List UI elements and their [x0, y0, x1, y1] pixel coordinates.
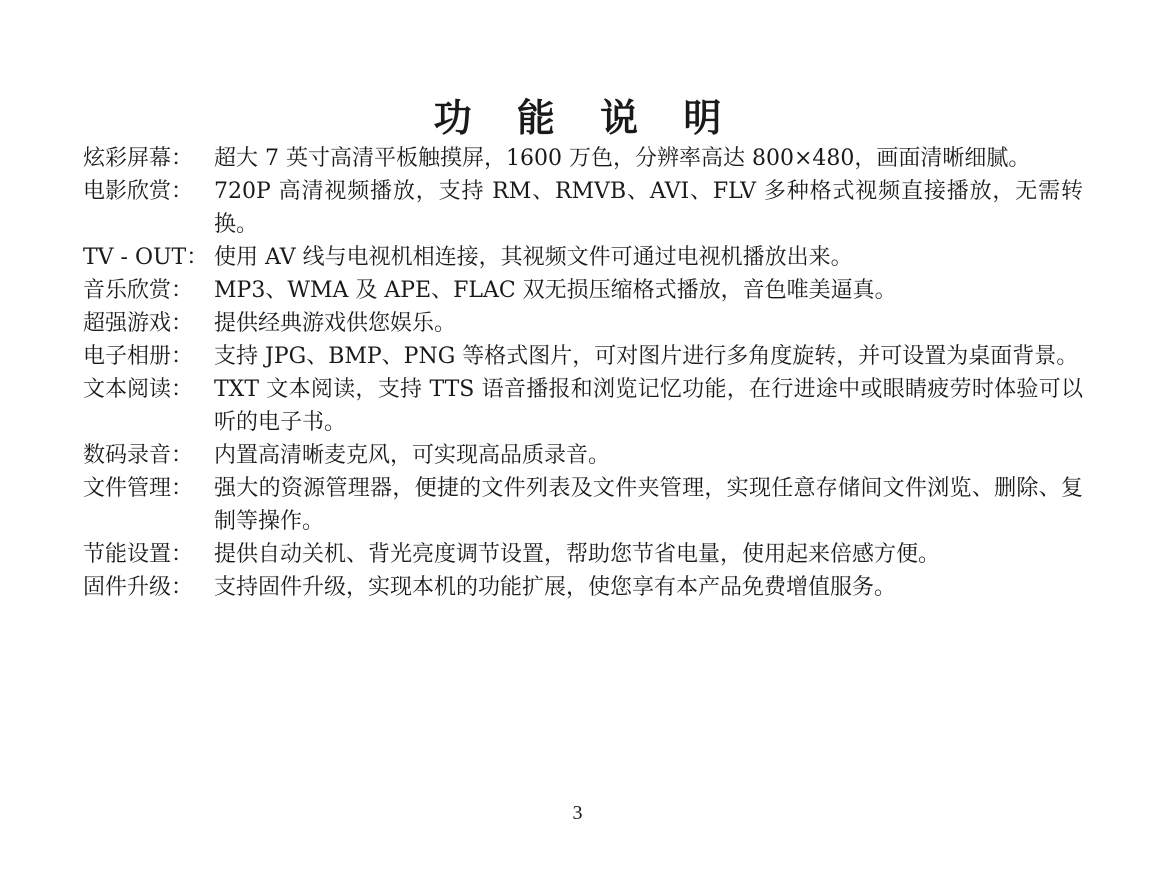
page-title: 功 能 说 明 [433, 95, 738, 140]
feature-description: 使用 AV 线与电视机相连接，其视频文件可通过电视机播放出来。 [214, 245, 853, 270]
feature-description: 提供经典游戏供您娱乐。 [214, 311, 457, 336]
feature-label: TV - OUT： [83, 245, 209, 270]
feature-description: 强大的资源管理器，便捷的文件列表及文件夹管理，实现任意存储间文件浏览、删除、复制等操作。 [214, 476, 1083, 534]
feature-item [83, 340, 1083, 373]
feature-label: 炫彩屏幕： [83, 146, 194, 171]
feature-label: 电子相册： [83, 344, 194, 369]
feature-label: 音乐欣赏： [83, 278, 194, 303]
feature-description: 支持 JPG、BMP、PNG 等格式图片，可对图片进行多角度旋转，并可设置为桌面背景。 [214, 344, 1079, 369]
feature-list [83, 142, 1083, 604]
feature-item [83, 274, 1083, 307]
feature-label: 文件管理： [83, 476, 194, 501]
feature-description: 720P 高清视频播放，支持 RM、RMVB、AVI、FLV 多种格式视频直接播放，无需转换。 [214, 179, 1083, 237]
feature-description: 支持固件升级，实现本机的功能扩展，使您享有本产品免费增值服务。 [214, 575, 897, 600]
feature-item [83, 439, 1083, 472]
feature-label: 固件升级： [83, 575, 194, 600]
feature-item [83, 472, 1083, 538]
feature-item [83, 538, 1083, 571]
feature-description: 内置高清晰麦克风，可实现高品质录音。 [214, 443, 611, 468]
feature-label: 文本阅读： [83, 377, 194, 402]
feature-item [83, 373, 1083, 439]
feature-label: 电影欣赏： [83, 179, 194, 204]
page-number: 3 [572, 802, 583, 824]
feature-item [83, 142, 1083, 175]
feature-label: 数码录音： [83, 443, 194, 468]
feature-label: 超强游戏： [83, 311, 194, 336]
feature-item [83, 175, 1083, 241]
feature-item [83, 241, 1083, 274]
feature-label: 节能设置： [83, 542, 194, 567]
feature-description: MP3、WMA 及 APE、FLAC 双无损压缩格式播放，音色唯美逼真。 [214, 278, 897, 303]
feature-description: 提供自动关机、背光亮度调节设置，帮助您节省电量，使用起来倍感方便。 [214, 542, 941, 567]
feature-description: 超大 7 英寸高清平板触摸屏，1600 万色，分辨率高达 800×480，画面清晰细腻。 [214, 146, 1031, 171]
feature-item [83, 307, 1083, 340]
feature-item [83, 571, 1083, 604]
feature-description: TXT 文本阅读，支持 TTS 语音播报和浏览记忆功能，在行进途中或眼睛疲劳时体验可以听的电子书。 [214, 377, 1083, 435]
